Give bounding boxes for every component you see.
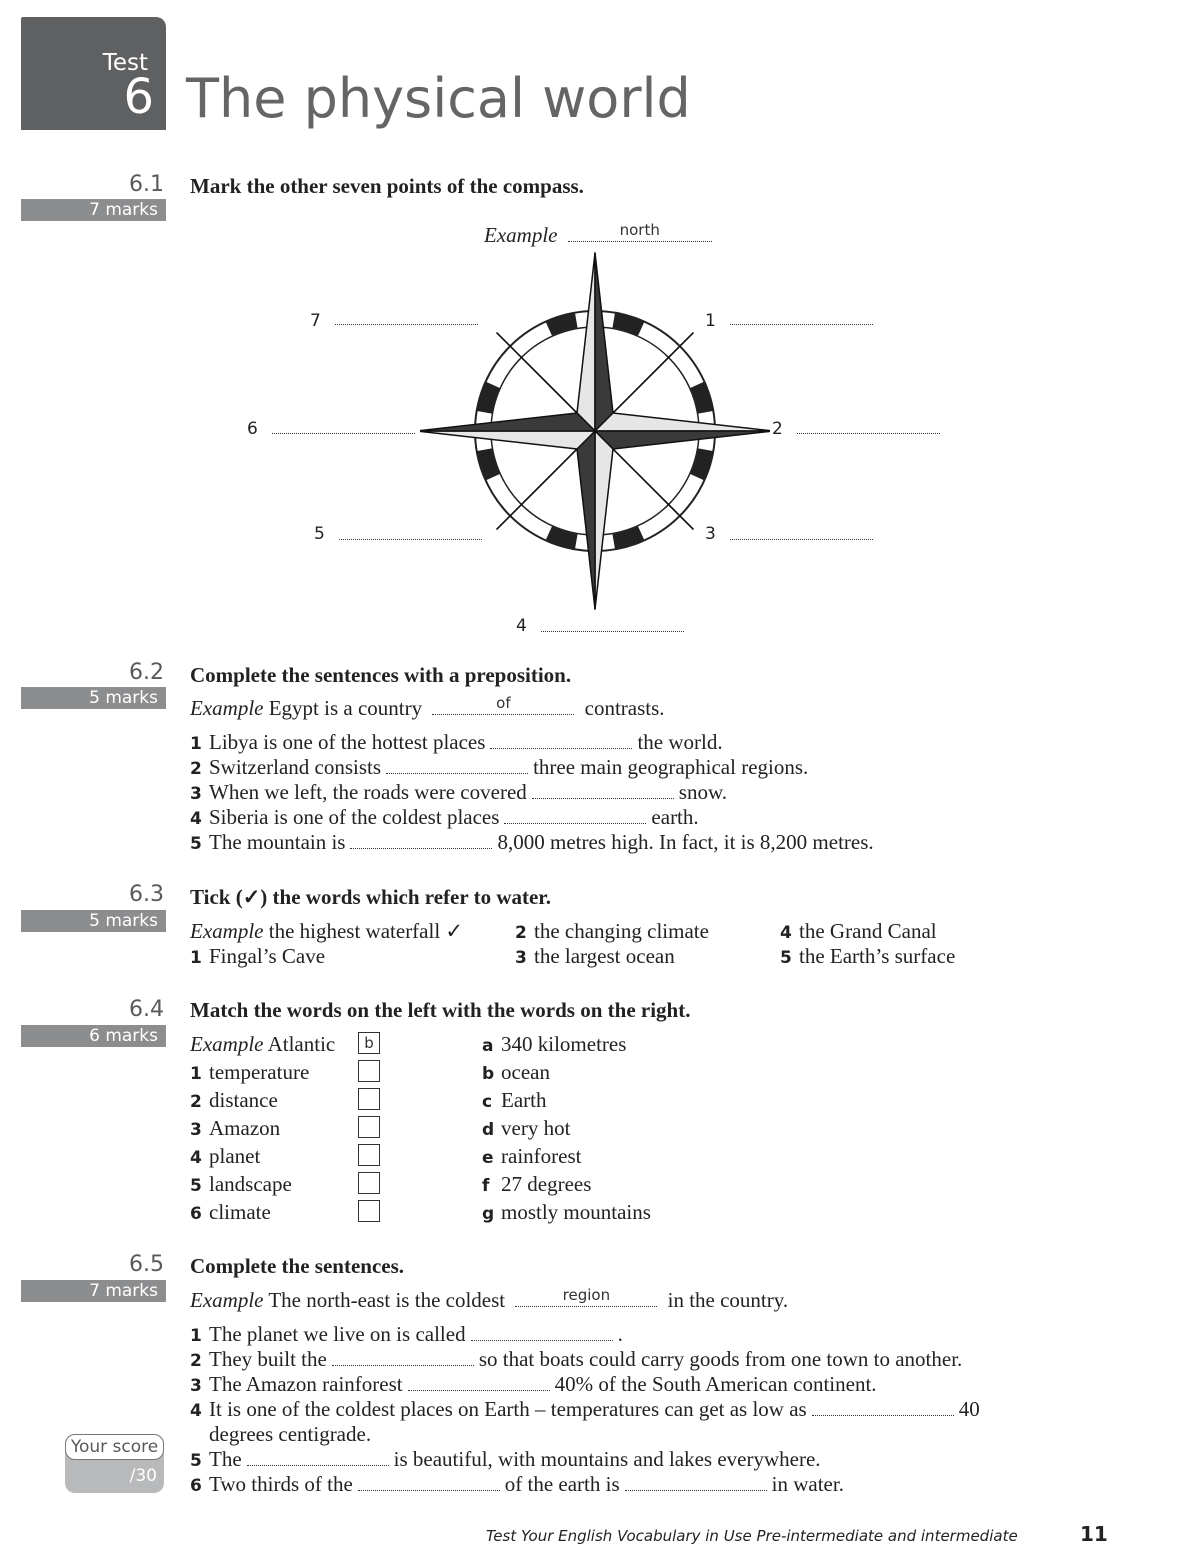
item-number: 2 [190, 1092, 202, 1112]
item-text: Amazon [209, 1116, 281, 1140]
section-number: 6.5 [129, 1252, 164, 1277]
item-number: 1 [190, 948, 202, 968]
item-number: 4 [190, 1148, 202, 1168]
section-number: 6.1 [129, 172, 164, 197]
match-right-item [482, 1200, 651, 1225]
test-number: 6 [123, 69, 154, 125]
list-item [190, 1372, 877, 1397]
example-label: Example [190, 1288, 264, 1312]
compass-point-label: 5 [314, 524, 325, 544]
item-text: very hot [501, 1116, 571, 1140]
answer-blank[interactable] [797, 431, 940, 434]
answer-blank[interactable] [471, 1326, 613, 1341]
example-label: Example [190, 696, 264, 720]
sentence-text: in water. [771, 1472, 844, 1496]
item-text: ocean [501, 1060, 550, 1084]
item-number: 6 [190, 1204, 202, 1224]
sentence-text: They built the [209, 1347, 327, 1371]
sentence-text: three main geographical regions. [533, 755, 809, 779]
match-right-item [482, 1088, 546, 1113]
marks-badge: 7 marks [21, 199, 166, 221]
example-item [190, 1032, 335, 1057]
sentence-text: Siberia is one of the coldest places [209, 805, 500, 829]
sentence-text: contrasts. [584, 696, 665, 720]
item-text: Fingal’s Cave [209, 944, 326, 968]
item-text: the changing climate [534, 919, 709, 943]
item-letter: d [482, 1120, 495, 1140]
example-answer: of [496, 694, 511, 712]
section-number: 6.3 [129, 882, 164, 907]
item-text: mostly mountains [501, 1200, 651, 1224]
list-item-continuation: degrees centigrade. [209, 1422, 372, 1446]
answer-box[interactable]: b [358, 1032, 380, 1054]
answer-blank[interactable] [386, 759, 528, 774]
sentence-text: in the country. [667, 1288, 789, 1312]
section-number: 6.4 [129, 997, 164, 1022]
item-number: 5 [190, 1176, 202, 1196]
answer-blank[interactable] [568, 221, 712, 242]
marks-badge: 7 marks [21, 1280, 166, 1302]
list-item [190, 755, 808, 780]
item-letter: f [482, 1176, 490, 1196]
answer-box[interactable] [358, 1060, 380, 1082]
list-item [190, 730, 723, 755]
marks-badge: 6 marks [21, 1025, 166, 1047]
marks-badge: 5 marks [21, 910, 166, 932]
example-answer: north [619, 221, 660, 239]
answer-blank[interactable] [247, 1451, 389, 1466]
item-text: 340 kilometres [501, 1032, 627, 1056]
list-item [190, 1472, 844, 1497]
answer-blank[interactable] [625, 1476, 767, 1491]
item-text: the Grand Canal [799, 919, 937, 943]
match-left-item [190, 1200, 271, 1225]
item-number: 1 [190, 734, 202, 754]
list-item [190, 1347, 962, 1372]
item-number: 1 [190, 1064, 202, 1084]
item-text: the highest waterfall ✓ [268, 919, 464, 943]
item-text: planet [209, 1144, 261, 1168]
item-letter: c [482, 1092, 493, 1112]
item-text: Earth [501, 1088, 547, 1112]
score-label: Your score [65, 1434, 164, 1460]
tick-item[interactable] [515, 919, 709, 944]
item-text: climate [209, 1200, 271, 1224]
item-number: 3 [515, 948, 527, 968]
example-label: Example [484, 223, 558, 247]
item-text: 27 degrees [501, 1172, 592, 1196]
answer-blank[interactable] [432, 694, 574, 715]
list-item [190, 830, 874, 855]
example-sentence [190, 696, 665, 721]
instruction: Tick (✓) the words which refer to water. [190, 885, 551, 909]
item-number: 6 [190, 1476, 202, 1496]
item-number: 2 [190, 1351, 202, 1371]
sentence-text: 40% of the South American continent. [554, 1372, 877, 1396]
sentence-text: Two thirds of the [209, 1472, 353, 1496]
sentence-text: of the earth is [504, 1472, 620, 1496]
answer-blank[interactable] [812, 1401, 954, 1416]
item-number: 2 [190, 759, 202, 779]
match-left-item [190, 1116, 280, 1141]
instruction: Mark the other seven points of the compass. [190, 174, 584, 198]
item-number: 5 [780, 948, 792, 968]
answer-box[interactable] [358, 1200, 380, 1222]
answer-blank[interactable] [408, 1376, 550, 1391]
page-number: 11 [1080, 1522, 1108, 1546]
footer-text: Test Your English Vocabulary in Use Pre-intermediate and intermediate [486, 1527, 1018, 1545]
section-number: 6.2 [129, 660, 164, 685]
tick-item[interactable] [780, 919, 937, 944]
sentence-text: is beautiful, with mountains and lakes everywhere. [393, 1447, 821, 1471]
page-title: The physical world [186, 67, 691, 130]
compass-point-label: 2 [772, 419, 783, 439]
list-item [190, 780, 727, 805]
item-number: 3 [190, 1120, 202, 1140]
answer-box[interactable] [358, 1144, 380, 1166]
list-item [190, 1397, 980, 1422]
item-text: rainforest [501, 1144, 582, 1168]
sentence-text: . [617, 1322, 623, 1346]
sentence-text: The Amazon rainforest [209, 1372, 403, 1396]
example-item [190, 919, 463, 944]
compass-point-label: 7 [310, 311, 321, 331]
item-text: temperature [209, 1060, 310, 1084]
answer-blank[interactable] [515, 1286, 657, 1307]
instruction: Complete the sentences. [190, 1254, 405, 1278]
compass-rose-icon [420, 250, 770, 612]
item-number: 5 [190, 834, 202, 854]
match-right-item [482, 1172, 591, 1197]
item-text: the Earth’s surface [799, 944, 956, 968]
item-text: the largest ocean [534, 944, 675, 968]
instruction: Complete the sentences with a preposition. [190, 663, 572, 687]
sentence-text: The [209, 1447, 242, 1471]
test-label: Test [102, 50, 148, 76]
sentence-text: Egypt is a country [268, 696, 423, 720]
compass-point-label: 1 [705, 311, 716, 331]
test-badge [21, 17, 166, 130]
sentence-text: 8,000 metres high. In fact, it is 8,200 metres. [497, 830, 874, 854]
item-number: 2 [515, 923, 527, 943]
sentence-text: 40 [958, 1397, 980, 1421]
item-number: 3 [190, 784, 202, 804]
marks-badge: 5 marks [21, 687, 166, 709]
item-letter: a [482, 1036, 494, 1056]
sentence-text: It is one of the coldest places on Earth – temperatures can get as low as [209, 1397, 807, 1421]
match-right-item [482, 1060, 550, 1085]
item-number: 4 [780, 923, 792, 943]
tick-item[interactable] [515, 944, 675, 969]
compass-example [484, 223, 717, 248]
sentence-text: Libya is one of the hottest places [209, 730, 486, 754]
sentence-text: When we left, the roads were covered [209, 780, 527, 804]
sentence-text: so that boats could carry goods from one town to another. [478, 1347, 963, 1371]
answer-blank[interactable] [272, 431, 415, 434]
sentence-text: The mountain is [209, 830, 346, 854]
example-sentence [190, 1288, 788, 1313]
instruction: Match the words on the left with the words on the right. [190, 998, 691, 1022]
compass-point-label: 4 [516, 616, 527, 636]
match-left-item [190, 1060, 309, 1085]
example-label: Example [190, 919, 264, 943]
match-left-item [190, 1144, 260, 1169]
answer-blank[interactable] [541, 629, 684, 632]
answer-blank[interactable] [332, 1351, 474, 1366]
tick-item[interactable] [190, 944, 325, 969]
match-left-item [190, 1088, 278, 1113]
match-right-item [482, 1144, 581, 1169]
answer-blank[interactable] [350, 834, 492, 849]
answer-box[interactable] [358, 1088, 380, 1110]
answer-blank[interactable] [490, 734, 632, 749]
answer-blank[interactable] [358, 1476, 500, 1491]
item-letter: g [482, 1204, 495, 1224]
item-number: 5 [190, 1451, 202, 1471]
compass-point-label: 3 [705, 524, 716, 544]
answer-blank[interactable] [532, 784, 674, 799]
item-letter: b [482, 1064, 495, 1084]
item-letter: e [482, 1148, 494, 1168]
match-right-item [482, 1116, 570, 1141]
answer-box[interactable] [358, 1172, 380, 1194]
compass-point-label: 6 [247, 419, 258, 439]
sentence-text: The north-east is the coldest [268, 1288, 506, 1312]
tick-item[interactable] [780, 944, 955, 969]
answer-blank[interactable] [504, 809, 646, 824]
example-label: Example [190, 1032, 264, 1056]
sentence-text: the world. [637, 730, 723, 754]
sentence-text: snow. [678, 780, 727, 804]
item-text: Atlantic [267, 1032, 336, 1056]
item-number: 1 [190, 1326, 202, 1346]
sentence-text: Switzerland consists [209, 755, 382, 779]
example-answer: region [562, 1286, 611, 1304]
item-text: distance [209, 1088, 278, 1112]
match-left-item [190, 1172, 292, 1197]
item-text: landscape [209, 1172, 292, 1196]
match-right-item [482, 1032, 626, 1057]
score-max: /30 [129, 1466, 157, 1486]
list-item [190, 1322, 623, 1347]
sentence-text: The planet we live on is called [209, 1322, 466, 1346]
item-number: 4 [190, 809, 202, 829]
item-number: 4 [190, 1401, 202, 1421]
item-number: 3 [190, 1376, 202, 1396]
answer-box[interactable] [358, 1116, 380, 1138]
list-item [190, 1447, 821, 1472]
list-item [190, 805, 699, 830]
sentence-text: earth. [651, 805, 699, 829]
